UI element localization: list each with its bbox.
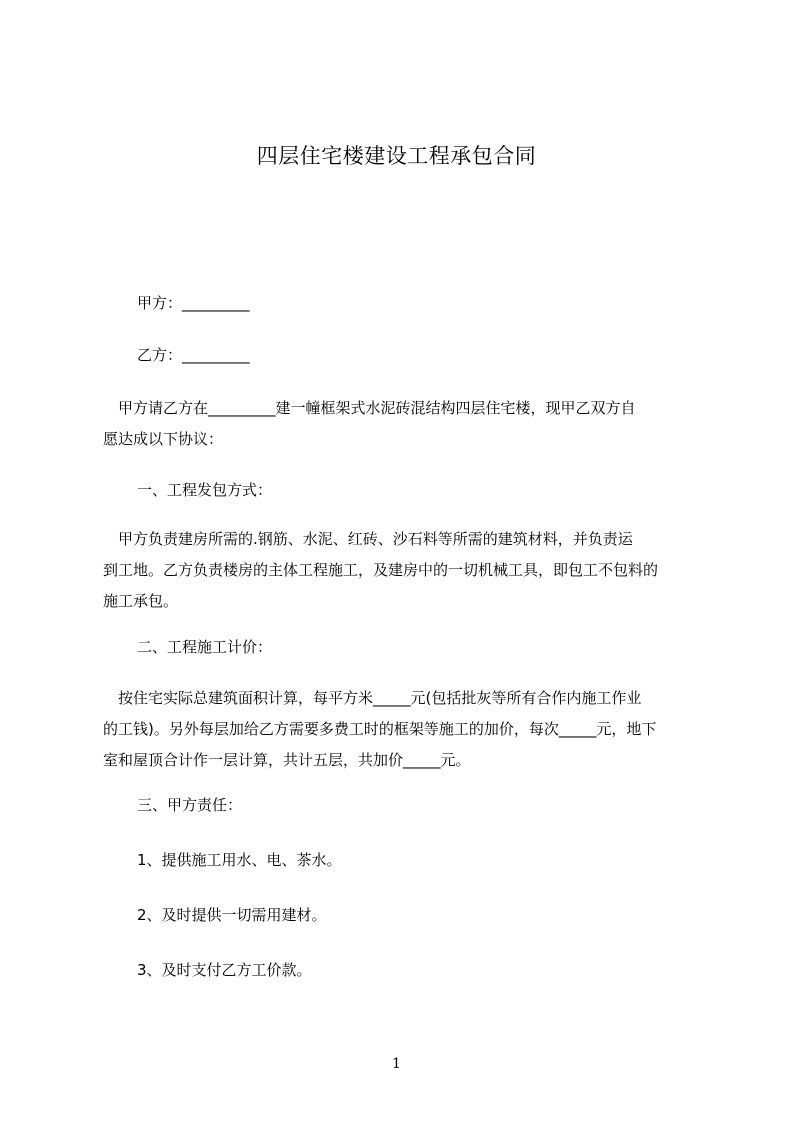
intro-line: 愿达成以下协议： (103, 430, 224, 448)
section3-heading: 三、甲方责任： (137, 796, 243, 814)
section1-line: 甲方负责建房所需的.钢筋、水泥、红砖、沙石料等所需的建筑材料，并负责运 (103, 530, 633, 548)
document-title: 四层住宅楼建设工程承包合同 (256, 144, 537, 168)
intro-paragraph (103, 393, 636, 455)
section1-line: 到工地。乙方负责楼房的主体工程施工，及建房中的一切机械工具，即包工不包料的 (103, 561, 659, 579)
section1-line: 施工承包。 (103, 592, 179, 610)
party-b-line: 乙方：_________ (137, 346, 250, 364)
section2-line: 的工钱)。另外每层加给乙方需要多费工时的框架等施工的加价，每次_____元，地下 (103, 720, 657, 738)
section2-heading: 二、工程施工计价： (137, 638, 273, 656)
section3-item-2: 2、及时提供一切需用建材。 (137, 906, 327, 924)
section2-line: 室和屋顶合计作一层计算，共计五层，共加价_____元。 (103, 751, 471, 769)
section3-item-3: 3、及时支付乙方工价款。 (137, 961, 312, 979)
party-a-line: 甲方：_________ (137, 294, 250, 312)
intro-line: 甲方请乙方在_________建一幢框架式水泥砖混结构四层住宅楼，现甲乙双方自 (103, 399, 636, 417)
section2-body (103, 683, 656, 776)
section1-body (103, 524, 658, 617)
section1-heading: 一、工程发包方式： (137, 481, 273, 499)
section2-line: 按住宅实际总建筑面积计算，每平方米_____元(包括批灰等所有合作内施工作业 (103, 689, 642, 707)
section3-item-1: 1、提供施工用水、电、茶水。 (137, 851, 342, 869)
page-number: 1 (392, 1056, 401, 1072)
